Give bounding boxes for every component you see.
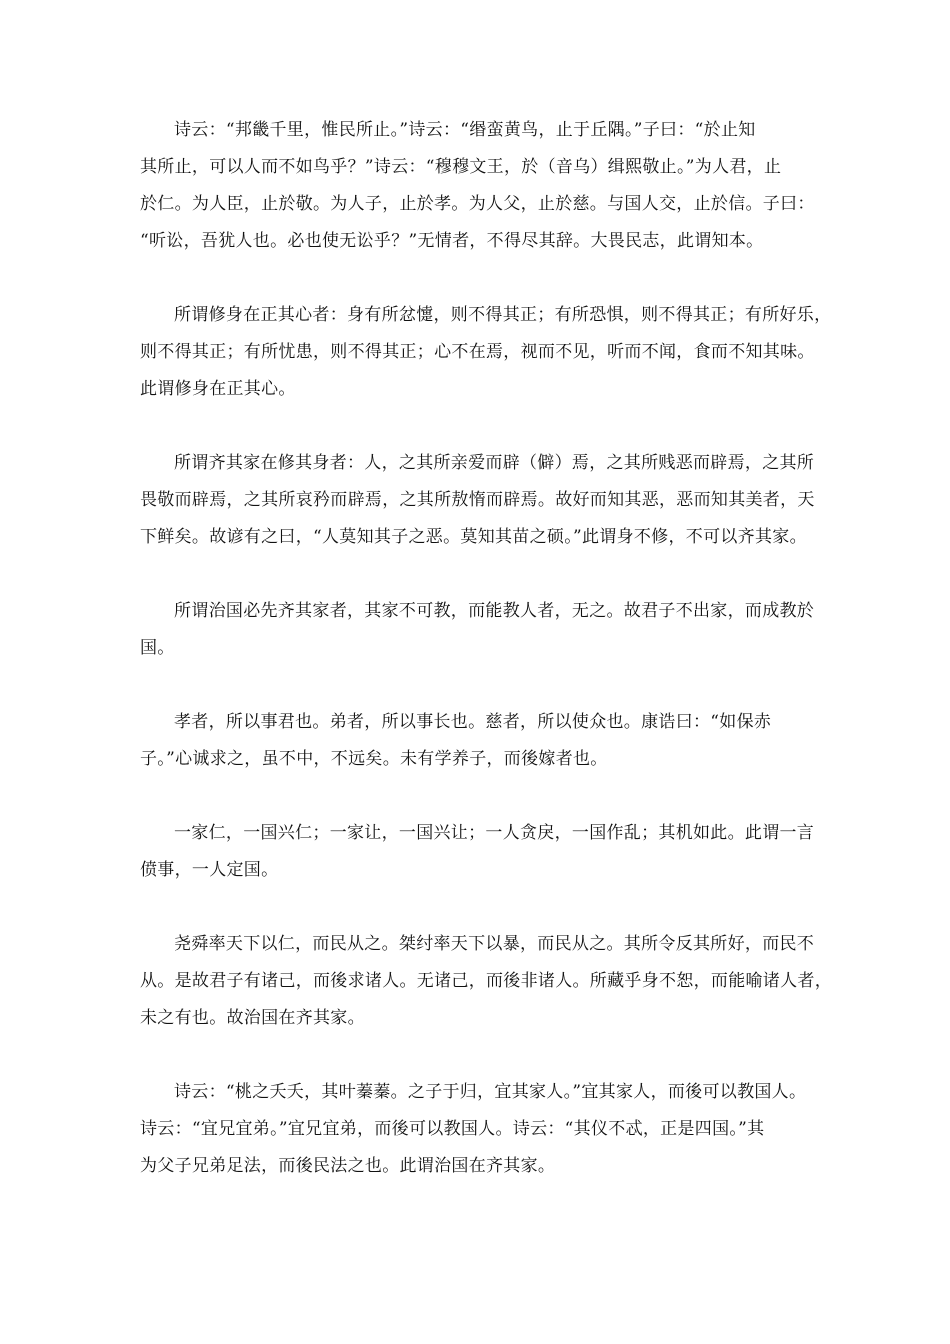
text-line: 所谓修身在正其心者：身有所忿懥，则不得其正；有所恐惧，则不得其正；有所好乐， <box>174 305 832 325</box>
text-line: “听讼，吾犹人也。必也使无讼乎？”无情者，不得尽其辞。大畏民志，此谓知本。 <box>140 231 764 251</box>
text-line: 诗云：“宜兄宜弟。”宜兄宜弟，而後可以教国人。诗云：“其仪不忒，正是四国。”其 <box>140 1119 765 1139</box>
text-line: 未之有也。故治国在齐其家。 <box>140 1008 365 1028</box>
text-line: 下鲜矣。故谚有之曰，“人莫知其子之恶。莫知其苗之硕。”此谓身不修，不可以齐其家。 <box>140 527 807 547</box>
text-line: 偾事，一人定国。 <box>140 860 279 880</box>
text-line: 从。是故君子有诸己，而後求诸人。无诸己，而後非诸人。所藏乎身不恕，而能喻诸人者， <box>140 971 832 991</box>
text-line: 为父子兄弟足法，而後民法之也。此谓治国在齐其家。 <box>140 1156 556 1176</box>
text-line: 於仁。为人臣，止於敬。为人子，止於孝。为人父，止於慈。与国人交，止於信。子曰： <box>140 194 815 214</box>
paragraph-7 <box>140 926 832 1037</box>
text-line: 此谓修身在正其心。 <box>140 379 296 399</box>
paragraph-6 <box>140 815 820 889</box>
text-line: 所谓治国必先齐其家者，其家不可教，而能教人者，无之。故君子不出家，而成教於 <box>174 601 815 621</box>
text-line: 孝者，所以事君也。弟者，所以事长也。慈者，所以使众也。康诰曰：“如保赤 <box>174 712 772 732</box>
text-line: 诗云：“桃之夭夭，其叶蓁蓁。之子于归，宜其家人。”宜其家人，而後可以教国人。 <box>174 1082 807 1102</box>
text-line: 国。 <box>140 638 175 658</box>
text-line: 尧舜率天下以仁，而民从之。桀纣率天下以暴，而民从之。其所令反其所好，而民不 <box>174 934 815 954</box>
text-line: 子。”心诚求之，虽不中，不远矣。未有学养子，而後嫁者也。 <box>140 749 608 769</box>
paragraph-1 <box>140 112 820 260</box>
paragraph-8 <box>140 1074 820 1185</box>
paragraph-5 <box>140 704 820 778</box>
text-line: 畏敬而辟焉，之其所哀矜而辟焉，之其所敖惰而辟焉。故好而知其恶，恶而知其美者，天 <box>140 490 815 510</box>
paragraph-3 <box>140 445 820 556</box>
text-line: 诗云：“邦畿千里，惟民所止。”诗云：“缗蛮黄鸟，止于丘隅。”子曰：“於止知 <box>174 120 756 140</box>
paragraph-2 <box>140 297 832 408</box>
text-line: 其所止，可以人而不如鸟乎？”诗云：“穆穆文王，於（音乌）缉熙敬止。”为人君，止 <box>140 157 782 177</box>
text-line: 一家仁，一国兴仁；一家让，一国兴让；一人贪戾，一国作乱；其机如此。此谓一言 <box>174 823 815 843</box>
document-body <box>140 112 832 1185</box>
paragraph-4 <box>140 593 820 667</box>
text-line: 所谓齐其家在修其身者：人，之其所亲爱而辟（僻）焉，之其所贱恶而辟焉，之其所 <box>174 453 815 473</box>
text-line: 则不得其正；有所忧患，则不得其正；心不在焉，视而不见，听而不闻，食而不知其味。 <box>140 342 815 362</box>
